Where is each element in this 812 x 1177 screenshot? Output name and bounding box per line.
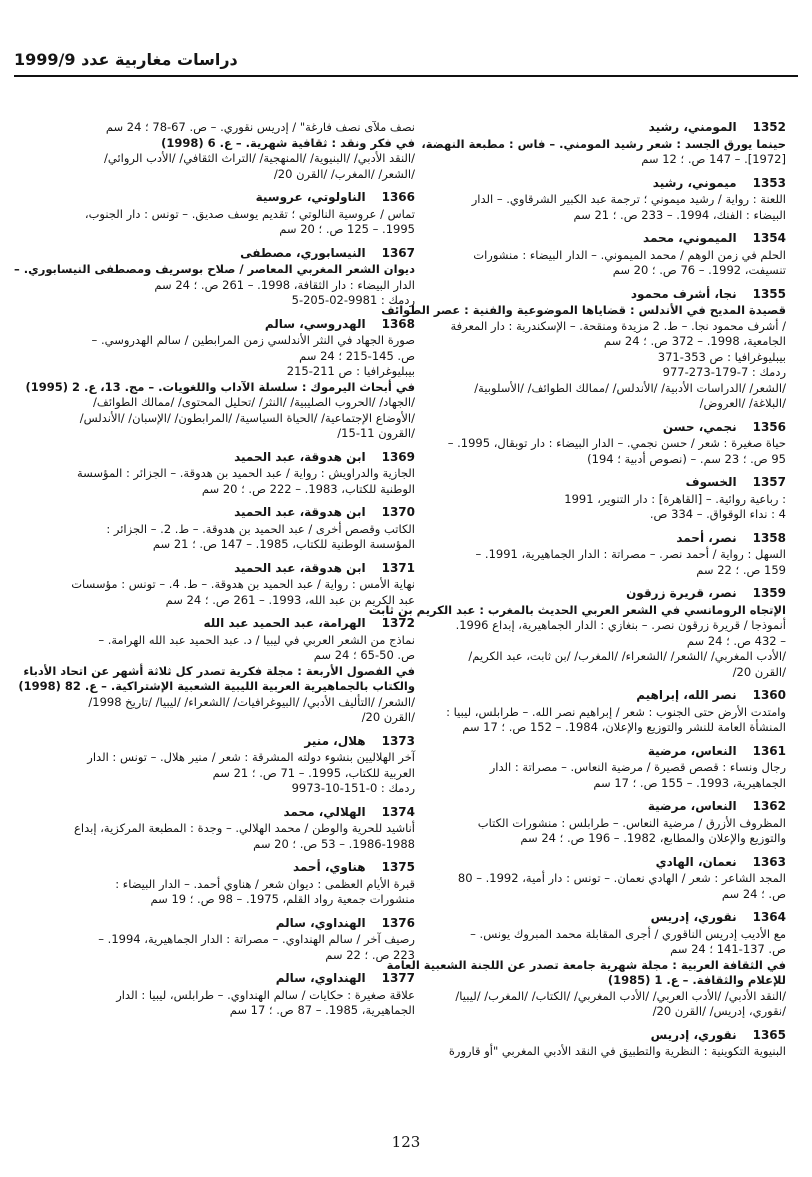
entry-number: 1369 [381, 449, 415, 464]
entry-line: /الشعر/ /التأليف الأدبي/ /البيوغرافيات/ /الشعراء/ /ليبيا/ /تاريخ 1998/ [88, 694, 415, 709]
entry-number: 1360 [752, 688, 786, 702]
entry-line: – 432 ص. ؛ 24 سم [686, 633, 786, 648]
entry-heading [62, 190, 415, 206]
entry-line: والتوزيع والإعلان والمطابع، 1982. – 196 ص. ؛ 24 سم [520, 831, 786, 845]
entry-heading [62, 916, 415, 932]
entry-line: عبد الكريم بن عبد الله، 1993. – 261 ص. ؛ 24 سم [165, 592, 415, 607]
entry-number: 1358 [752, 530, 786, 545]
entry-author: ابن هدوقة، عبد الحميد [234, 449, 366, 464]
entry-line: /القرن 20/ [361, 710, 415, 724]
entry-heading [436, 531, 786, 547]
entry-line: 1995. – 125 ص. ؛ 20 سم [279, 222, 415, 236]
entry-number: 1377 [381, 971, 415, 985]
entry-line: الجازية والدراويش : رواية / عبد الحميد بن هدوقة. – الجزائر : المؤسسة [76, 466, 415, 480]
entry-line: /الجهاد/ /الحروب الصليبية/ /النثر/ /تحليل المحتوى/ /ممالك الطوائف/ [93, 395, 415, 409]
entry-line: /الأوضاع الإجتماعية/ /الحياة السياسية/ /المرابطون/ /الإسبان/ /الأندلس/ [79, 410, 415, 425]
entry-heading [62, 450, 415, 466]
entry-line: /القرون 11-15/ [337, 426, 415, 440]
entry-line: 159 ص. ؛ 22 سم [696, 562, 786, 577]
entry-line: نماذج من الشعر العربي في ليبيا / د. عبد الحميد عبد الله الهرامة. – [98, 632, 415, 647]
entry-author: هناوي، أحمد [292, 860, 366, 874]
entry-author: الهرامة، عبد الحميد عبد الله [203, 616, 366, 630]
entry-line: نهاية الأمس : رواية / عبد الحميد بن هدوقة. – ط. 4. – تونس : مؤسسات [71, 577, 415, 591]
entry-heading [436, 586, 786, 602]
bibliography-entry [421, 120, 786, 168]
bibliography-entry [62, 450, 415, 498]
entry-heading [436, 120, 786, 136]
entry-heading [436, 1028, 786, 1044]
entry-author: الميموني، محمد [643, 231, 737, 245]
entry-number: 1364 [752, 910, 786, 924]
entry-number: 1355 [752, 286, 786, 301]
entry-number: 1356 [752, 419, 786, 434]
entry-number: 1363 [752, 854, 786, 869]
bibliography-entry [62, 860, 415, 908]
entry-author: ميموني، رشيد [652, 175, 737, 190]
entry-line: السهل : رواية / أحمد نصر. – مصراتة : الدار الجماهيرية، 1991. – [475, 547, 786, 561]
bibliography-entry [62, 505, 415, 553]
entry-line: مع الأديب إدريس الناقوري / أجرى المقابلة محمد المبروك يونس. – [470, 926, 786, 941]
entry-line: الحلم في زمن الوهم / محمد الميموني. – الدار البيضاء : منشورات [473, 247, 786, 262]
entry-heading [436, 420, 786, 436]
bibliography-entry [62, 916, 415, 964]
entry-author: هلال، منير [304, 733, 366, 748]
entry-author: نقوري، إدريس [650, 1027, 737, 1042]
entry-line: المؤسسة الوطنية للكتاب، 1985. – 147 ص. ؛ 21 سم [152, 537, 415, 551]
entry-author: النيسابوري، مصطفى [240, 245, 366, 260]
entry-author: الهنداوي، سالم [275, 971, 366, 985]
entry-number: 1366 [381, 190, 415, 204]
entry-number: 1365 [752, 1027, 786, 1042]
entry-author: نصر، أحمد [676, 530, 737, 545]
entry-author: نقوري، إدريس [650, 910, 737, 924]
entry-line: الإتجاه الرومانسي في الشعر العربي الحديث بالمغرب : عبد الكريم بن ثابت [368, 602, 786, 617]
entry-number: 1375 [381, 860, 415, 874]
entry-author: النعاس، مرضية [647, 799, 737, 813]
entry-line: صورة الجهاد في النثر الأندلسي زمن المرابطين / سالم الهدروسي. – [91, 333, 415, 347]
entry-line: قصيدة المديح في الأندلس : قضاياها الموضوعية والفنية : عصر الطوائف [381, 303, 786, 317]
entry-line: رصيف آخر / سالم الهنداوي. – مصراتة : الدار الجماهيرية، 1994. – [98, 932, 415, 946]
entry-author: نعمان، الهادي [655, 854, 737, 869]
entry-line: العربية للكتاب، 1995. – 71 ص. ؛ 21 سم [212, 765, 415, 780]
entry-heading [62, 616, 415, 632]
entry-line: ردمك : 9981-02-205-5 [291, 293, 415, 307]
entry-line: بيبليوغرافيا : ص 353-371 [657, 349, 786, 364]
entry-line: /الشعر/ /الدراسات الأدبية/ /الأندلس/ /ممالك الطوائف/ /الأسلوبية/ [474, 380, 786, 395]
entry-number: 1376 [381, 915, 415, 930]
entry-line: 223 ص. ؛ 22 سم [325, 947, 415, 962]
bibliography-entry [436, 176, 786, 224]
entry-author: النعاس، مرضية [647, 743, 737, 758]
entry-heading [436, 287, 786, 303]
entry-heading [62, 734, 415, 750]
entry-line: 1986-1988. – 53 ص. ؛ 20 سم [253, 836, 415, 851]
entry-line: ديوان الشعر المغربي المعاصر / صلاح بوسريف ومصطفى النيسابوري. – [14, 262, 415, 276]
entry-line: في الفصول الأربعة : مجلة فكرية تصدر كل ثلاثة أشهر عن اتحاد الأدباء [23, 663, 415, 678]
entry-number: 1361 [752, 743, 786, 758]
entry-number: 1372 [381, 616, 415, 630]
entry-line: علاقة صغيرة : حكايات / سالم الهنداوي. – طرابلس، ليبيا : الدار [116, 987, 415, 1002]
entry-heading [62, 317, 415, 333]
entry-author: ابن هدوقة، عبد الحميد [234, 560, 366, 575]
entry-line: الوطنية للكتاب، 1983. – 222 ص. ؛ 20 سم [201, 481, 415, 496]
entry-heading [436, 744, 786, 760]
entry-heading [62, 246, 415, 262]
bibliography-entry [62, 561, 415, 609]
entry-line: [1972]. – 147 ص. ؛ 12 سم [641, 152, 786, 166]
entry-line: /النقد الأدبي/ /الأدب العربي/ /الأدب المغربي/ /الكتاب/ /المغرب/ /ليبيا/ [455, 988, 786, 1003]
entry-line: حياة صغيرة : شعر / حسن نجمي. – الدار البيضاء : دار توبقال، 1995. – [447, 436, 786, 450]
entry-line: ردمك : 7-179-273-977 [662, 365, 786, 379]
entry-line: منشورات جمعية رواد القلم، 1975. – 98 ص. ؛ 19 سم [150, 892, 415, 906]
entry-line: 4 : نداء الوقواق. – 334 ص. [649, 507, 786, 521]
entry-line: الدار البيضاء : دار الثقافة، 1998. – 261 ص. ؛ 24 سم [154, 277, 415, 292]
page-header [14, 50, 798, 74]
entry-heading [436, 176, 786, 192]
bibliography-entry [25, 316, 415, 442]
entry-author: الهلالي، محمد [283, 804, 366, 819]
entry-line: المنشأة العامة للنشر والتوزيع والإعلان، 1984. – 152 ص. ؛ 17 سم [462, 720, 786, 734]
entry-line: اللعنة : رواية / رشيد ميموني ؛ ترجمة عبد الكبير الشرقاوي. – الدار [471, 192, 786, 206]
entry-line: ص. ؛ 24 سم [721, 886, 786, 901]
bibliography-entry [436, 855, 786, 903]
entry-number: 1367 [381, 245, 415, 260]
entry-line: في الثقافة العربية : مجلة شهرية جامعة تصدر عن اللجنة الشعبية العامة [386, 957, 786, 972]
entry-heading [436, 910, 786, 926]
entry-line: : رباعية روائية. – [القاهرة] : دار التنوير، 1991 [564, 491, 786, 506]
entry-line: /البلاغة/ /العروض/ [699, 396, 786, 410]
bibliography-entry [62, 971, 415, 1019]
entry-line: المجد الشاعر : شعر / الهادي نعمان. – تونس : دار أمية، 1992. – 80 [457, 871, 786, 885]
entry-line: الجماهيرية، 1985. – 87 ص. ؛ 17 سم [229, 1003, 415, 1017]
entry-line: وامتدت الأرض حتى الجنوب : شعر / إبراهيم نصر الله. – طرابلس، ليبيا : [446, 704, 786, 719]
header-rule [14, 75, 798, 77]
entry-line: قبرة الأيام العظمى : ديوان شعر / هناوي أحمد. – الدار البيضاء : [115, 876, 415, 891]
entry-line: والكتاب بالجماهيرية العربية الليبية الشعبية الإشتراكية. – ع. 82 (1998) [18, 679, 415, 693]
entry-heading [436, 855, 786, 871]
entry-heading [62, 805, 415, 821]
journal-title: دراسات مغاربية عدد 1999/9 [14, 50, 238, 69]
entry-line: أنموذجا / قريرة زرقون نصر. – بنغازي : الدار الجماهيرية، إبداع 1996. [455, 618, 786, 632]
bibliography-entry [18, 616, 415, 726]
entry-number: 1368 [381, 316, 415, 331]
entry-line: في أبحاث اليرموك : سلسلة الآداب واللغويات. – مج. 13، ع. 2 (1995) [25, 379, 415, 394]
entry-number: 1374 [381, 804, 415, 819]
entry-line: الجامعية، 1998. – 372 ص. ؛ 24 سم [603, 334, 786, 348]
bibliography-entry [62, 734, 415, 797]
entry-number: 1353 [752, 175, 786, 190]
entry-heading [62, 561, 415, 577]
entry-line: حينما يورق الجسد : شعر رشيد المومني. – فاس : مطبعة النهضة، [421, 136, 786, 151]
entry-line: في فكر ونقد : ثقافية شهرية. – ع. 6 (1998) [161, 135, 415, 150]
entry-line: آخر الهلاليين بنشوء دولته المشرقة : شعر / منير هلال. – تونس : الدار [87, 750, 415, 764]
bibliography-entry [436, 231, 786, 279]
entry-line: تنسيفت، 1992. – 76 ص. ؛ 20 سم [612, 263, 786, 277]
bibliography-entry [436, 799, 786, 847]
entry-author: نصر الله، إبراهيم [636, 688, 737, 702]
bibliography-entry [62, 120, 415, 182]
entry-line: بيبليوغرافيا : ص 211-215 [286, 364, 415, 378]
entry-line: المظروف الأزرق / مرضية النعاس. – طرابلس : منشورات الكتاب [477, 815, 786, 830]
entry-heading [436, 231, 786, 247]
entry-line: /الشعر/ /المغرب/ /القرن 20/ [273, 166, 415, 181]
bibliography-entry [62, 190, 415, 238]
entry-line: البنيوية التكوينية : النظرية والتطبيق في النقد الأدبي المغربي "أو قارورة [448, 1044, 786, 1058]
entry-line: /القرن 20/ [732, 664, 786, 679]
entry-number: 1357 [752, 475, 786, 489]
entry-line: تماس / عروسية النالوتي ؛ تقديم يوسف صديق. – تونس : دار الجنوب، [84, 206, 415, 221]
entry-heading [436, 799, 786, 815]
entry-line: نصف ملآى نصف فارغة" / إدريس نقوري. – ص. 67-78 ؛ 24 سم [105, 120, 415, 134]
entry-author: الهنداوي، سالم [275, 915, 366, 930]
page-number: 123 [391, 1133, 421, 1151]
entry-line: ص. 137-141 ؛ 24 سم [670, 942, 786, 956]
entry-line: للإعلام والثقافة. – ع. 1 (1985) [607, 973, 786, 987]
entry-author: ابن هدوقة، عبد الحميد [234, 505, 366, 519]
bibliography-entry [436, 688, 786, 736]
bibliography-entry [436, 1028, 786, 1060]
entry-line: /النقد الأدبي/ /البنيوية/ /المنهجية/ /التراث الثقافي/ /الأدب الروائي/ [104, 151, 415, 165]
bibliography-entry [436, 475, 786, 523]
entry-heading [62, 505, 415, 521]
entry-number: 1370 [381, 505, 415, 519]
entry-number: 1373 [381, 733, 415, 748]
entry-number: 1359 [752, 586, 786, 600]
entry-line: ص. 145-215 ؛ 24 سم [299, 348, 415, 363]
entry-line: /الأدب المغربي/ /الشعر/ /الشعراء/ /المغرب/ /بن ثابت، عبد الكريم/ [468, 649, 786, 663]
entry-line: البيضاء : الفنك، 1994. – 233 ص. ؛ 21 سم [573, 207, 786, 222]
entry-author: نجمي، حسن [662, 419, 737, 434]
bibliography-entry [436, 420, 786, 468]
entry-line: أناشيد للحرية والوطن / محمد الهلالي. – وجدة : المطبعة المركزية، إبداع [74, 821, 415, 835]
bibliography-entry [436, 531, 786, 579]
entry-line: الكاتب وقصص أخرى / عبد الحميد بن هدوقة. – ط. 2. – الجزائر : [106, 521, 415, 536]
bibliography-entry [14, 245, 415, 309]
left-column [14, 120, 415, 1027]
entry-heading [62, 971, 415, 987]
entry-author: الخسوف [685, 475, 737, 489]
entry-author: نصر، قريرة زرقون [626, 586, 737, 600]
bibliography-entry [62, 805, 415, 853]
entry-line: 95 ص. ؛ 23 سم. – (نصوص أدبية ؛ 194) [587, 451, 786, 466]
entry-line: الجماهيرية، 1993. – 155 ص. ؛ 17 سم [593, 775, 786, 790]
entry-number: 1362 [752, 799, 786, 813]
entry-number: 1371 [381, 560, 415, 575]
entry-line: رجال ونساء : قصص قصيرة / مرضية النعاس. – مصراتة : الدار [489, 760, 786, 774]
entry-number: 1352 [752, 120, 786, 134]
entry-heading [436, 475, 786, 491]
entry-author: نجا، أشرف محمود [630, 286, 737, 301]
entry-author: الناولوتي، عروسية [255, 190, 366, 204]
entry-author: الهدروسي، سالم [264, 316, 366, 331]
entry-heading [62, 860, 415, 876]
bibliography-entry [436, 744, 786, 792]
entry-author: المومني، رشيد [648, 120, 737, 134]
entry-line: ص. 50-65 ؛ 24 سم [313, 648, 415, 662]
entry-line: ردمك : 0-151-10-9973 [291, 781, 415, 795]
entry-line: /نقوري، إدريس/ /القرن 20/ [652, 1004, 786, 1018]
entry-heading [436, 688, 786, 704]
entry-number: 1354 [752, 231, 786, 245]
entry-line: / أشرف محمود نجا. – ط. 2 مزيدة ومنقحة. – الإسكندرية : دار المعرفة [450, 318, 786, 333]
